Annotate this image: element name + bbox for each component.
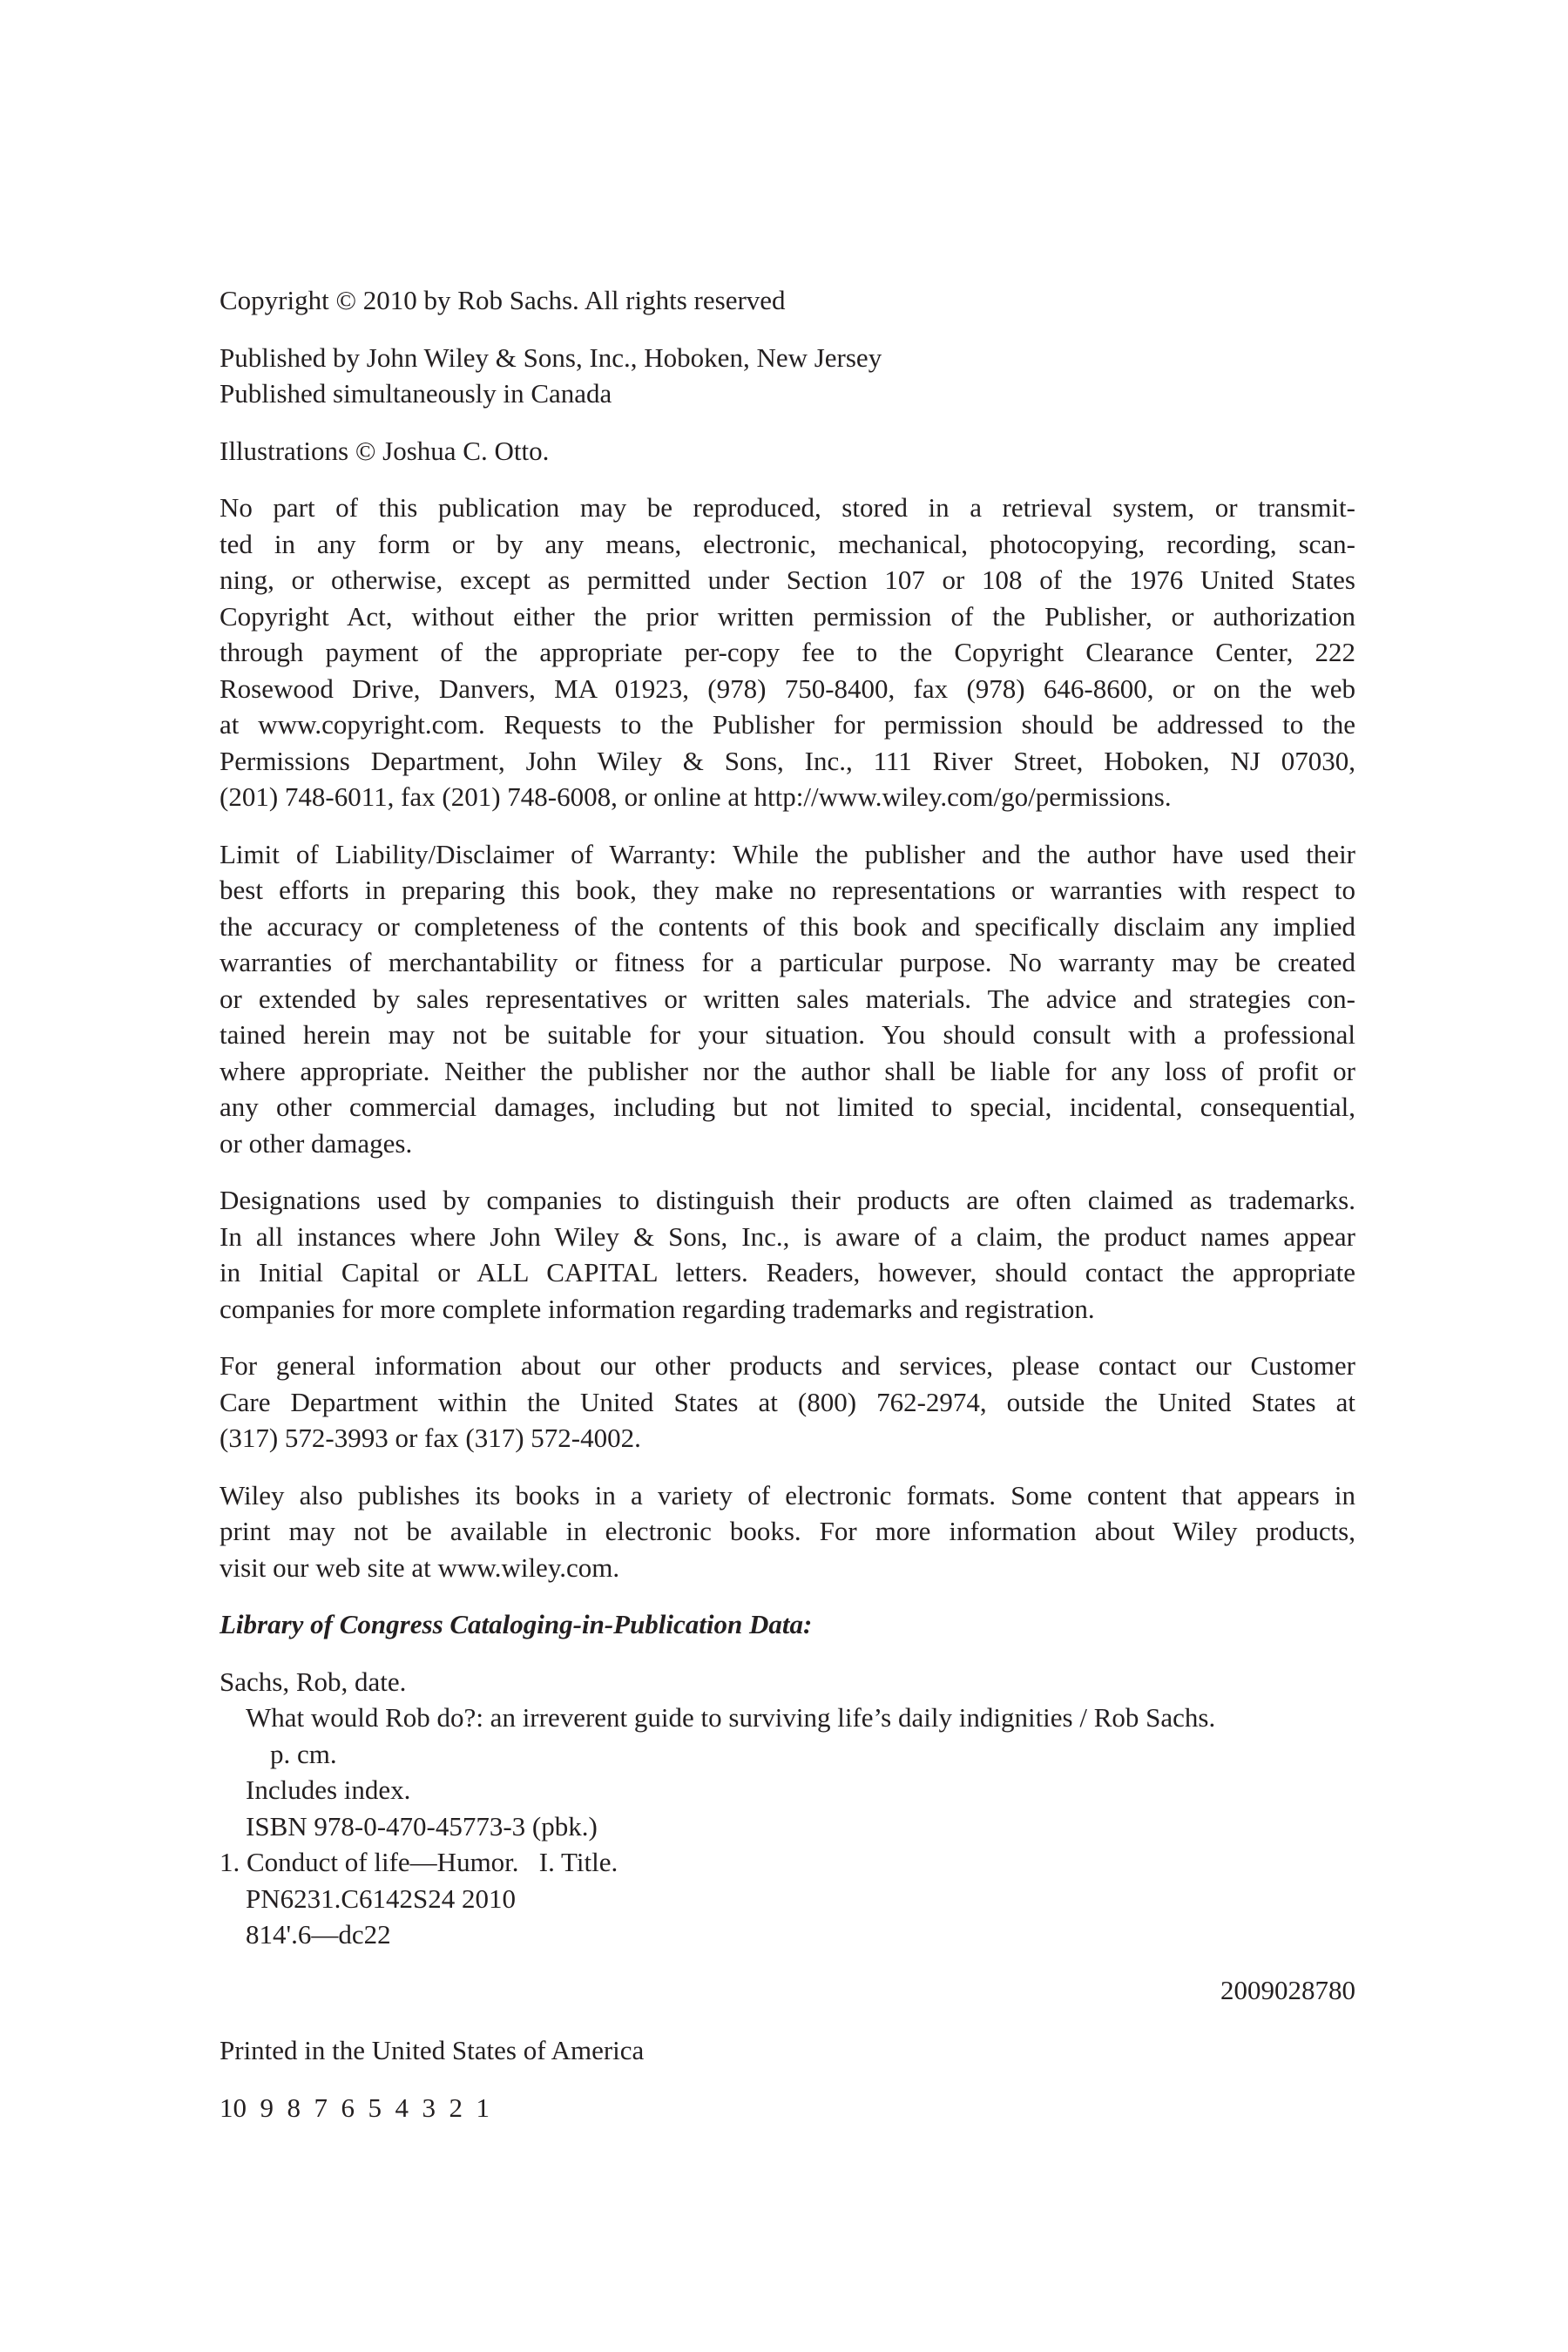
paragraph-line: or extended by sales representatives or written sales materials. The advice and strategies con-: [220, 983, 1355, 1014]
cip-dewey: 814'.6—dc22: [246, 1919, 391, 1950]
copyright-line: Copyright © 2010 by Rob Sachs. All rights reserved: [220, 285, 786, 315]
paragraph-line: Copyright Act, without either the prior written permission of the Publisher, or authorization: [220, 600, 1355, 632]
paragraph-line: any other commercial damages, including but not limited to special, incidental, consequential,: [220, 1092, 1355, 1122]
published-by-line: Published by John Wiley & Sons, Inc., Hoboken, New Jersey: [220, 341, 882, 373]
paragraph-line: Designations used by companies to distinguish their products are often claimed as trademarks.: [220, 1185, 1355, 1215]
printed-in-line: Printed in the United States of America: [220, 2035, 645, 2065]
cip-subjects: 1. Conduct of life—Humor. I. Title.: [220, 1847, 618, 1877]
paragraph-line: where appropriate. Neither the publisher nor the author shall be liable for any loss of profit or: [220, 1055, 1355, 1086]
printing-number-line: 10 9 8 7 6 5 4 3 2 1: [220, 2092, 490, 2123]
printed-in: [220, 2032, 1355, 2069]
cip-index: Includes index.: [246, 1774, 411, 1805]
paragraph-line: warranties of merchantability or fitness for a particular purpose. No warranty may be created: [220, 947, 1355, 977]
copyright-notice: [220, 282, 1355, 319]
cip-record: [220, 1664, 1355, 2009]
cip-isbn: ISBN 978-0-470-45773-3 (pbk.): [246, 1810, 598, 1842]
general-info-paragraph: [220, 1348, 1355, 1456]
cip-author: Sachs, Rob, date.: [220, 1666, 407, 1697]
print-line: [220, 2090, 1355, 2126]
paragraph-line: No part of this publication may be reproduced, stored in a retrieval system, or transmit-: [220, 492, 1355, 523]
paragraph-line: For general information about our other products and services, please contact our Customer: [220, 1350, 1355, 1381]
paragraph-line: Limit of Liability/Disclaimer of Warranty: While the publisher and the author have used their: [220, 838, 1355, 869]
paragraph-line: at www.copyright.com. Requests to the Publisher for permission should be addressed to the: [220, 709, 1355, 740]
paragraph-line: the accuracy or completeness of the contents of this book and specifically disclaim any implied: [220, 910, 1355, 942]
paragraph-line: or other damages.: [220, 1127, 413, 1159]
paragraph-line: visit our web site at www.wiley.com.: [220, 1551, 620, 1583]
paragraph-line: print may not be available in electronic books. For more information about Wiley products,: [220, 1516, 1355, 1546]
cip-lc-class: PN6231.C6142S24 2010: [246, 1882, 517, 1914]
paragraph-line: Permissions Department, John Wiley & Sons, Inc., 111 River Street, Hoboken, NJ 07030,: [220, 745, 1355, 776]
paragraph-line: best efforts in preparing this book, they make no representations or warranties with respect to: [220, 875, 1355, 905]
paragraph-line: Rosewood Drive, Danvers, MA 01923, (978) 750-8400, fax (978) 646-8600, or on the web: [220, 672, 1355, 704]
publisher-info: [220, 340, 1355, 412]
paragraph-line: (317) 572-3993 or fax (317) 572-4002.: [220, 1423, 641, 1453]
paragraph-line: through payment of the appropriate per-copy fee to the Copyright Clearance Center, 222: [220, 637, 1355, 667]
paragraph-line: ning, or otherwise, except as permitted under Section 107 or 108 of the 1976 United States: [220, 564, 1355, 595]
paragraph-line: ted in any form or by any means, electronic, mechanical, photocopying, recording, scan-: [220, 528, 1355, 559]
paragraph-line: companies for more complete information regarding trademarks and registration.: [220, 1293, 1095, 1324]
illustrations-line: Illustrations © Joshua C. Otto.: [220, 435, 550, 466]
cip-title: What would Rob do?: an irreverent guide to surviving life’s daily indignities / Rob Sachs.: [246, 1702, 1216, 1733]
copyright-page: [220, 282, 1355, 2126]
paragraph-line: (201) 748-6011, fax (201) 748-6008, or online at http://www.wiley.com/go/permissions.: [220, 781, 1172, 812]
electronic-formats-paragraph: [220, 1477, 1355, 1586]
cip-heading: Library of Congress Cataloging-in-Publication Data:: [220, 1609, 813, 1639]
rights-paragraph: [220, 490, 1355, 815]
cip-pages: p. cm.: [270, 1738, 337, 1769]
trademark-paragraph: [220, 1182, 1355, 1327]
paragraph-line: In all instances where John Wiley & Sons, Inc., is aware of a claim, the product names appear: [220, 1220, 1355, 1252]
liability-paragraph: [220, 836, 1355, 1162]
paragraph-line: Care Department within the United States at (800) 762-2974, outside the United States at: [220, 1386, 1355, 1417]
paragraph-line: Wiley also publishes its books in a variety of electronic formats. Some content that appears in: [220, 1479, 1355, 1511]
illustrations-credit: [220, 433, 1355, 470]
published-canada-line: Published simultaneously in Canada: [220, 378, 612, 409]
paragraph-line: tained herein may not be suitable for your situation. You should consult with a professional: [220, 1019, 1355, 1050]
cip-lccn: 2009028780: [1220, 1974, 1355, 2005]
paragraph-line: in Initial Capital or ALL CAPITAL letters. Readers, however, should contact the appropriate: [220, 1257, 1355, 1288]
